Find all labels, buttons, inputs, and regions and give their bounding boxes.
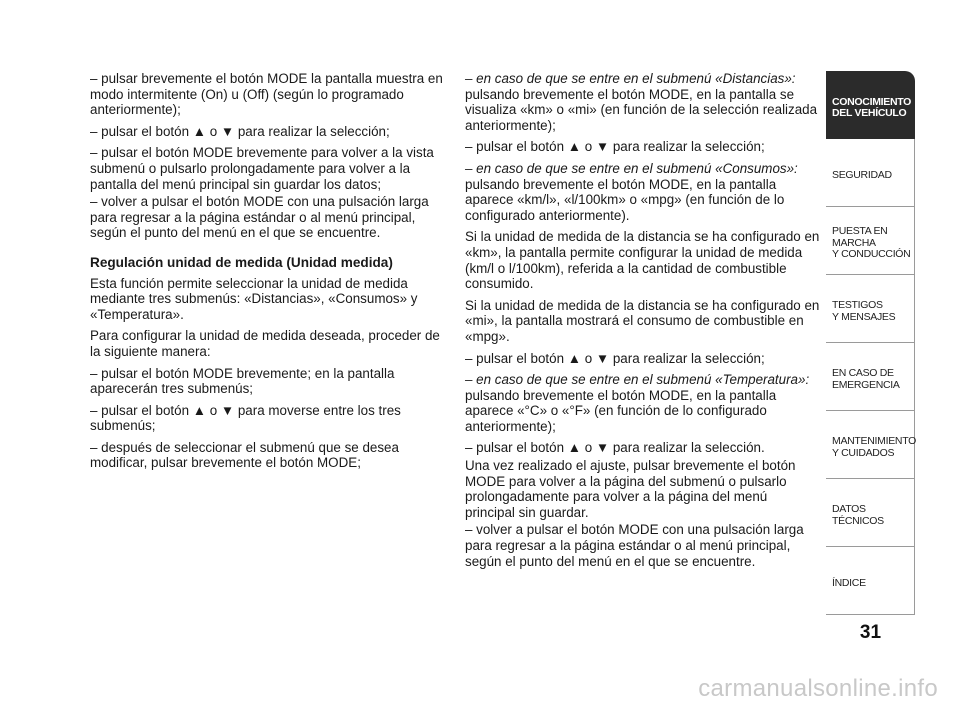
paragraph: Esta función permite seleccionar la unidad de medida mediante tres submenús: «Distancias», «Consumos» y «Temperatura». bbox=[90, 275, 418, 322]
section-heading: Regulación unidad de medida (Unidad medida) bbox=[90, 254, 393, 270]
paragraph: Si la unidad de medida de la distancia se ha configurado en «km», la pantalla permite configurar la unidad de medida (km/l o l/100km), referida a la cantidad de combustible consumido. bbox=[465, 229, 820, 292]
paragraph-text: pulsando brevemente el botón MODE, en la pantalla aparece «km/l», «l/100km» o «mpg» (en función de lo configurado anteriormente). bbox=[465, 176, 785, 223]
tab-conocimiento-vehiculo[interactable] bbox=[826, 71, 915, 139]
tab-label: PUESTA EN MARCHA Y CONDUCCIÓN bbox=[832, 225, 911, 261]
paragraph bbox=[465, 372, 820, 434]
tab-label: MANTENIMIENTO Y CUIDADOS bbox=[832, 435, 916, 459]
paragraph: Una vez realizado el ajuste, pulsar brevemente el botón MODE para volver a la página del submenú o pulsarlo prolongadamente para volver a la página del menú principal sin guardar. bbox=[465, 458, 796, 520]
tab-seguridad[interactable] bbox=[826, 139, 915, 207]
tab-label: SEGURIDAD bbox=[832, 168, 892, 181]
tab-emergencia[interactable] bbox=[826, 343, 915, 411]
tab-testigos-mensajes[interactable] bbox=[826, 275, 915, 343]
tab-mantenimiento[interactable] bbox=[826, 411, 915, 479]
paragraph-text: pulsando brevemente el botón MODE, en la pantalla se visualiza «km» o «mi» (en función de la selección realizada anteriormente); bbox=[465, 86, 818, 133]
submenu-label: – en caso de que se entre en el submenú «Consumos»: bbox=[465, 160, 798, 176]
watermark: carmanualsonline.info bbox=[698, 675, 938, 702]
tab-indice[interactable] bbox=[826, 547, 915, 615]
page-number: 31 bbox=[859, 622, 882, 643]
submenu-label: – en caso de que se entre en el submenú «Temperatura»: bbox=[465, 372, 810, 388]
paragraph: Si la unidad de medida de la distancia se ha configurado en «mi», la pantalla mostrará el consumo de combustible en «mpg». bbox=[465, 297, 820, 344]
tab-datos-tecnicos[interactable] bbox=[826, 479, 915, 547]
tab-label: ÍNDICE bbox=[832, 576, 866, 589]
paragraph: – pulsar el botón ▲ o ▼ para realizar la selección; bbox=[465, 350, 765, 366]
tab-label: CONOCIMIENTO DEL VEHÍCULO bbox=[832, 95, 912, 119]
chapter-sidebar bbox=[826, 71, 915, 615]
paragraph: – pulsar brevemente el botón MODE la pantalla muestra en modo intermitente (On) u (Off) (según lo programado anteriormente); bbox=[90, 71, 443, 118]
paragraph-text: pulsando brevemente el botón MODE, en la pantalla aparece «°C» o «°F» (en función de lo configurado anteriormente); bbox=[465, 387, 777, 434]
tab-puesta-en-marcha[interactable] bbox=[826, 207, 915, 275]
paragraph: – pulsar el botón ▲ o ▼ para realizar la selección. bbox=[465, 440, 765, 456]
right-column bbox=[465, 71, 820, 575]
paragraph: – pulsar el botón ▲ o ▼ para moverse entre los tres submenús; bbox=[90, 402, 401, 434]
paragraph: – volver a pulsar el botón MODE con una pulsación larga para regresar a la página estándar o al menú principal, según el punto del menú en el que se encuentre. bbox=[90, 194, 429, 241]
tab-label: DATOS TÉCNICOS bbox=[832, 503, 884, 527]
paragraph: – pulsar el botón MODE brevemente para volver a la vista submenú o pulsarlo prolongadamente para volver a la pantalla del menú principal sin guardar los datos; bbox=[90, 145, 434, 192]
paragraph: – después de seleccionar el submenú que se desea modificar, pulsar brevemente el botón MODE; bbox=[90, 439, 399, 471]
paragraph: – pulsar el botón ▲ o ▼ para realizar la selección; bbox=[465, 139, 765, 155]
paragraph: – volver a pulsar el botón MODE con una pulsación larga para regresar a la página estándar o al menú principal, según el punto del menú en el que se encuentre. bbox=[465, 522, 804, 569]
paragraph: – pulsar el botón MODE brevemente; en la pantalla aparecerán tres submenús; bbox=[90, 365, 395, 397]
tab-label: TESTIGOS Y MENSAJES bbox=[832, 299, 896, 323]
tab-label: EN CASO DE EMERGENCIA bbox=[832, 367, 900, 391]
left-column bbox=[90, 71, 445, 477]
submenu-label: – en caso de que se entre en el submenú «Distancias»: bbox=[465, 71, 796, 86]
paragraph bbox=[465, 161, 820, 223]
paragraph: – pulsar el botón ▲ o ▼ para realizar la selección; bbox=[90, 123, 390, 139]
paragraph: Para configurar la unidad de medida deseada, proceder de la siguiente manera: bbox=[90, 328, 440, 359]
paragraph bbox=[465, 71, 820, 133]
